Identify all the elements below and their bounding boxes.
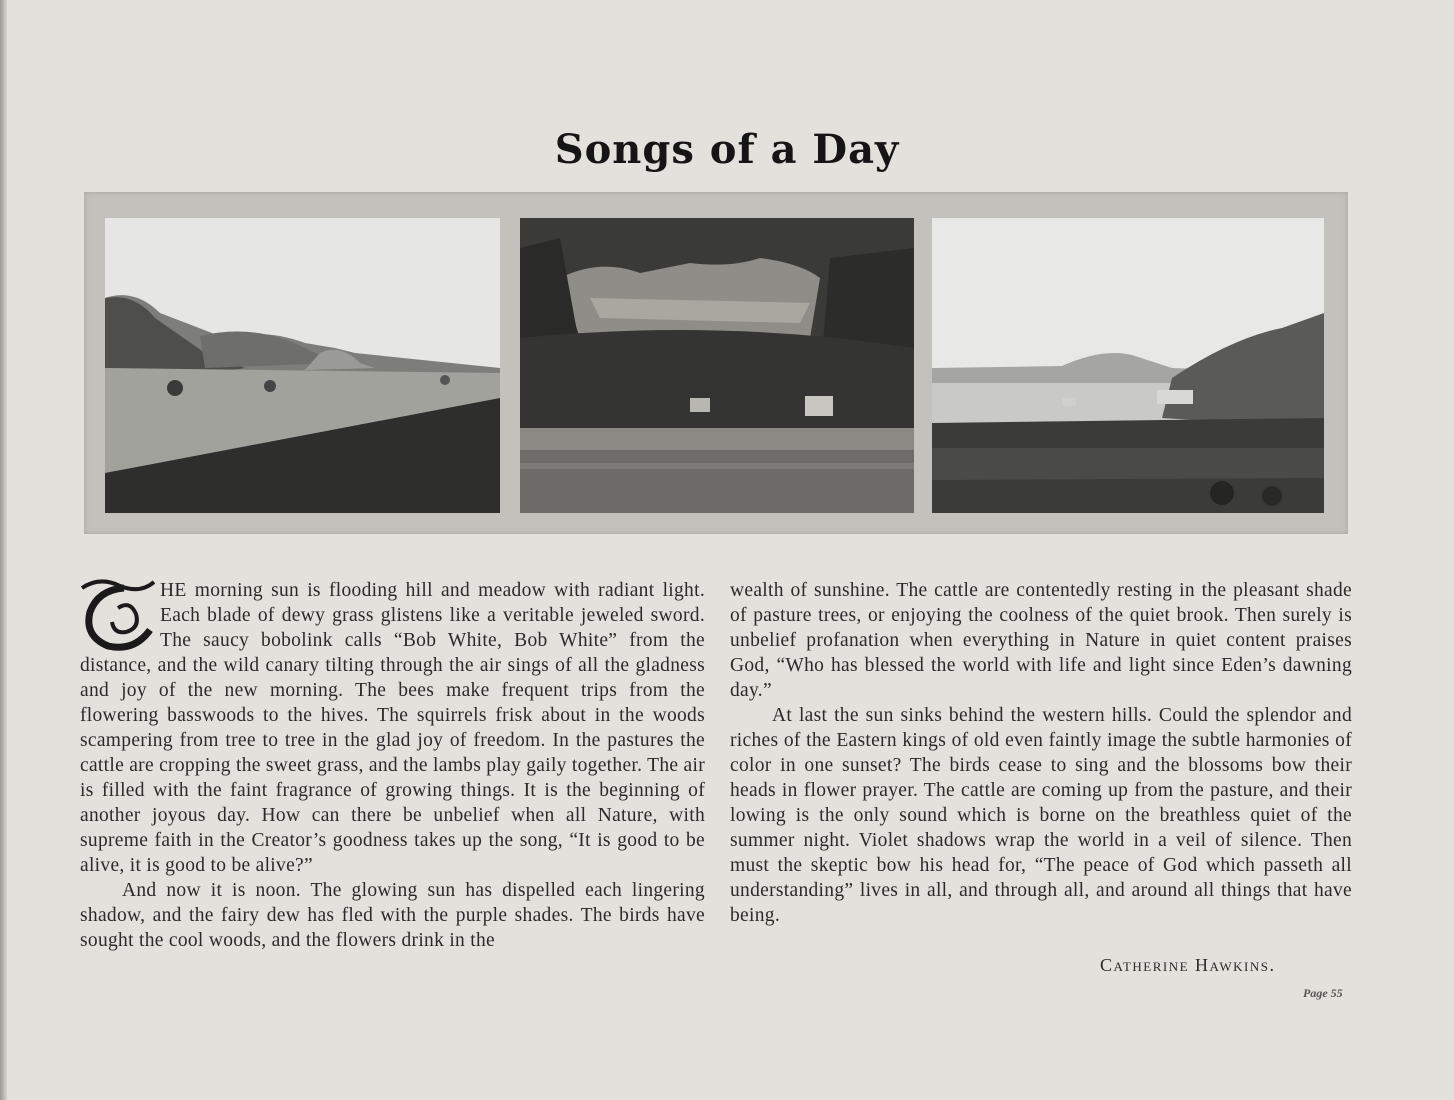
svg-text:T: T <box>80 562 93 583</box>
photo-bluff-riverbank <box>520 218 914 513</box>
author-signature: Catherine Hawkins. <box>1100 955 1276 975</box>
page-number: Page 55 <box>1303 986 1343 1000</box>
right-column <box>730 578 1352 928</box>
photo-hillside-meadow <box>105 218 500 513</box>
paragraph-sunset: At last the sun sinks behind the western hills. Could the splendor and riches of the Eastern kings of old even faintly image the subtle harmonies of color in one sunset? The birds cease to sing and the blossoms bow their heads in flower prayer. The cattle are coming up from the pasture, and their lowing is the only sound which is borne on the breathless quiet of the summer night. Violet shadows wrap the world in a veil of silence. Then must the skeptic bow his head for, “The peace of God which passeth all understanding” lives in all, and through all, and around all things that have being. <box>730 705 1352 926</box>
page-title: Songs of a Day <box>554 126 900 173</box>
paragraph-noon-continued: wealth of sunshine. The cattle are contentedly resting in the pleasant shade of pasture trees, or enjoying the coolness of the quiet brook. Then surely is unbelief profanation when everything in Nature in quiet content praises God, “Who has blessed the world with life and light since Eden’s dawning day.” <box>730 580 1352 701</box>
dropcap-letter-icon <box>80 562 156 650</box>
paragraph-morning: HE morning sun is flooding hill and meadow with radiant light. Each blade of dewy grass glistens like a veritable jeweled sword. The saucy bobolink calls “Bob White, Bob White” from the distance, and the wild canary tilting through the air sings of all the gladness and joy of the new morning. The bees make frequent trips from the flowering basswoods to the hives. The squirrels frisk about in the woods scampering from tree to tree in the glad joy of freedom. In the pastures the cattle are cropping the sweet grass, and the lambs play gaily together. The air is filled with the faint fragrance of growing things. It is the beginning of another joyous day. How can there be unbelief when all Nature, with supreme faith in the Creator’s goodness takes up the song, “It is good to be alive, it is good to be alive?” <box>80 580 705 876</box>
photo-lake-valley <box>932 218 1324 513</box>
photo-panel <box>84 192 1348 534</box>
paragraph-noon: And now it is noon. The glowing sun has dispelled each lingering shadow, and the fairy dew has fled with the purple shades. The birds have sought the cool woods, and the flowers drink in the <box>80 880 705 951</box>
left-column <box>80 562 705 953</box>
